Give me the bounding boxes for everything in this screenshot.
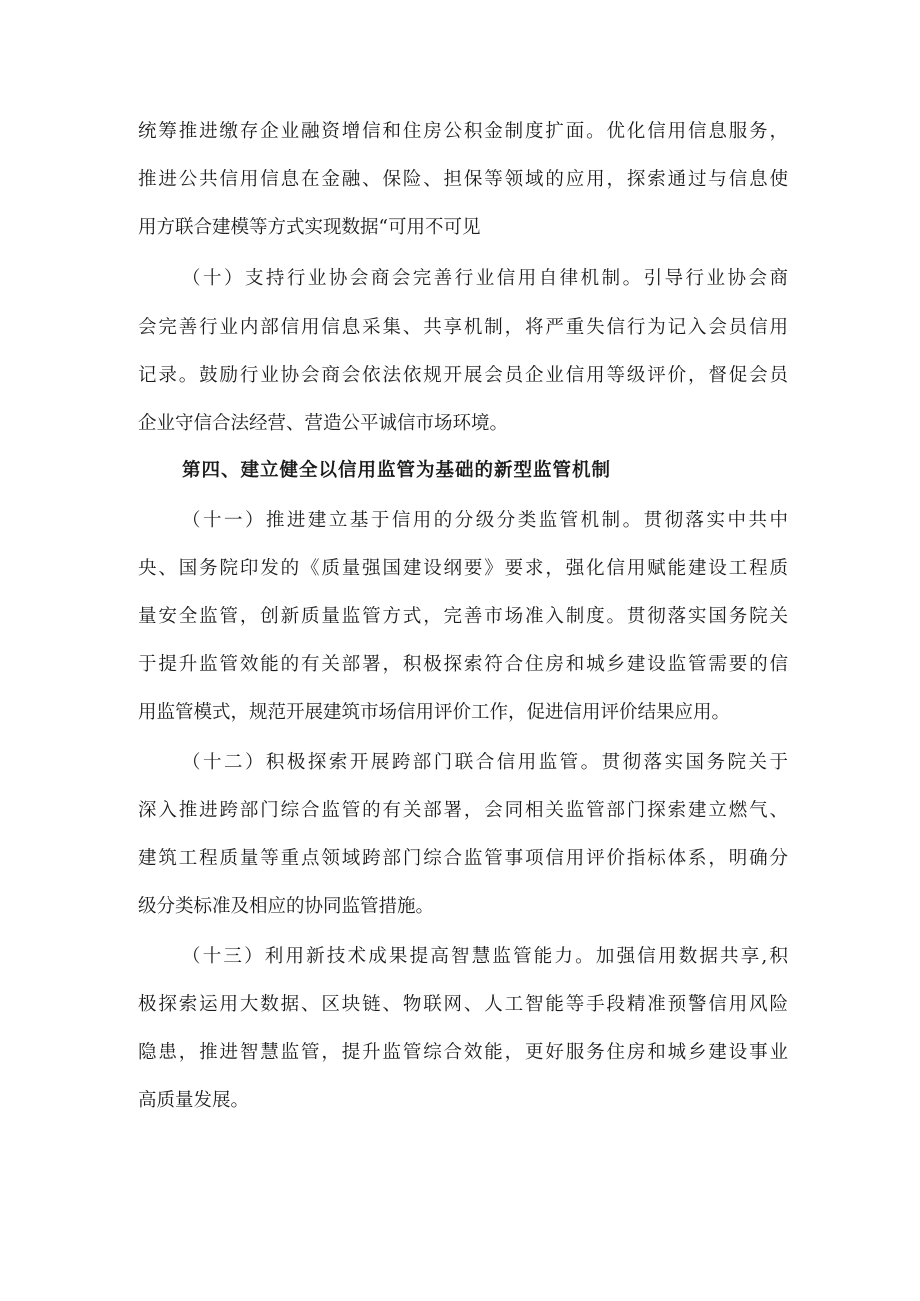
- paragraph-line: 深入推进跨部门综合监管的有关部署，会同相关监管部门探索建立燃气、: [138, 800, 788, 821]
- paragraph-line: 推进公共信用信息在金融、保险、担保等领域的应用，探索通过与信息使: [138, 169, 788, 190]
- paragraph-line: 央、国务院印发的《质量强国建设纲要》要求，强化信用赋能建设工程质: [138, 558, 788, 579]
- paragraph-line: 级分类标准及相应的协同监管措施。: [138, 896, 435, 917]
- paragraph-line: 建筑工程质量等重点领域跨部门综合监管事项信用评价指标体系，明确分: [138, 848, 788, 869]
- paragraph-line: 记录。鼓励行业协会商会依法依规开展会员企业信用等级评价，督促会员: [138, 365, 788, 386]
- paragraph-line: 高质量发展。: [138, 1090, 250, 1111]
- paragraph-line: （十三）利用新技术成果提高智慧监管能力。加强信用数据共享,积: [182, 946, 788, 967]
- paragraph-line: 隐患，推进智慧监管，提升监管综合效能，更好服务住房和城乡建设事业: [138, 1042, 788, 1063]
- paragraph-line: 用监管模式，规范开展建筑市场信用评价工作，促进信用评价结果应用。: [138, 702, 731, 723]
- paragraph-line: （十一）推进建立基于信用的分级分类监管机制。贯彻落实中共中: [182, 510, 788, 531]
- paragraph-line: 量安全监管，创新质量监管方式，完善市场准入制度。贯彻落实国务院关: [138, 606, 788, 627]
- paragraph-line: 于提升监管效能的有关部署，积极探索符合住房和城乡建设监管需要的信: [138, 654, 788, 675]
- section-heading: 第四、建立健全以信用监管为基础的新型监管机制: [182, 460, 612, 481]
- paragraph-line: （十二）积极探索开展跨部门联合信用监管。贯彻落实国务院关于: [182, 752, 788, 773]
- paragraph-line: 极探索运用大数据、区块链、物联网、人工智能等手段精准预警信用风险: [138, 994, 788, 1015]
- paragraph-line: 会完善行业内部信用信息采集、共享机制，将严重失信行为记入会员信用: [138, 317, 788, 338]
- paragraph-line: 统筹推进缴存企业融资增信和住房公积金制度扩面。优化信用信息服务，: [138, 121, 788, 142]
- paragraph-line: （十）支持行业协会商会完善行业信用自律机制。引导行业协会商: [182, 268, 788, 289]
- paragraph-line: 企业守信合法经营、营造公平诚信市场环境。: [138, 413, 509, 434]
- paragraph-line: 用方联合建模等方式实现数据“可用不可见: [138, 217, 481, 238]
